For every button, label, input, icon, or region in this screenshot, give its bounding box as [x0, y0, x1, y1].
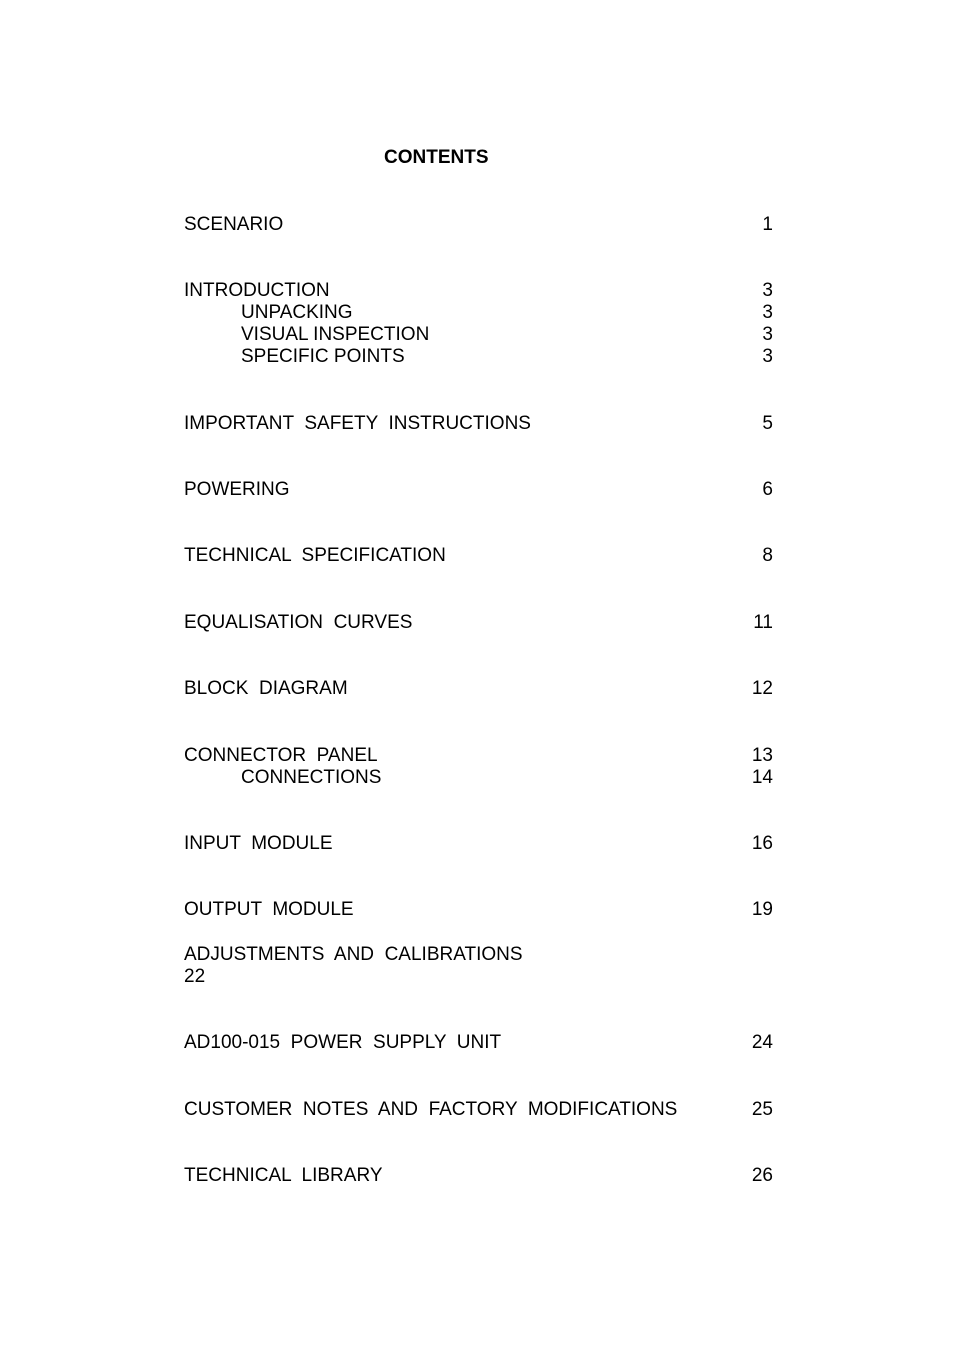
toc-entry-equalisation-curves: [184, 612, 773, 634]
toc-entry-label: UNPACKING: [241, 302, 353, 323]
toc-entry-scenario: [184, 214, 773, 236]
toc-entry-page: 3: [762, 280, 773, 301]
toc-entry-label: CONNECTOR PANEL: [184, 745, 378, 766]
toc-entry-page: 13: [751, 745, 773, 766]
toc-entry-page: 3: [762, 346, 773, 367]
toc-subentry-unpacking: [241, 302, 773, 324]
toc-entry-connector-panel: [184, 745, 773, 767]
toc-entry-page: 14: [751, 767, 773, 788]
toc-entry-page: 8: [762, 545, 773, 566]
toc-entry-adjustments-label: ADJUSTMENTS AND CALIBRATIONS: [184, 944, 523, 965]
toc-entry-page: 11: [753, 612, 773, 633]
toc-entry-power-supply-unit: [184, 1032, 773, 1054]
toc-entry-page: 3: [762, 324, 773, 345]
toc-entry-safety-instructions: [184, 413, 773, 435]
toc-entry-page: 24: [751, 1032, 773, 1053]
page-title: CONTENTS: [384, 147, 489, 168]
toc-entry-label: POWERING: [184, 479, 290, 500]
toc-entry-technical-specification: [184, 545, 773, 567]
toc-entry-page: 25: [751, 1099, 773, 1120]
toc-entry-page: 6: [762, 479, 773, 500]
toc-entry-powering: [184, 479, 773, 501]
toc-entry-page: 12: [751, 678, 773, 699]
toc-entry-introduction: [184, 280, 773, 302]
toc-entry-page: 3: [762, 302, 773, 323]
toc-subentry-visual-inspection: [241, 324, 773, 346]
toc-entry-label: AD100-015 POWER SUPPLY UNIT: [184, 1032, 502, 1053]
toc-entry-label: TECHNICAL LIBRARY: [184, 1165, 383, 1186]
toc-entry-page: 1: [762, 214, 773, 235]
toc-entry-technical-library: [184, 1165, 773, 1187]
toc-entry-label: EQUALISATION CURVES: [184, 612, 413, 633]
toc-subentry-connections: [241, 767, 773, 789]
toc-entry-label: CUSTOMER NOTES AND FACTORY MODIFICATIONS: [184, 1099, 678, 1120]
toc-entry-label: SCENARIO: [184, 214, 284, 235]
toc-entry-page: 16: [751, 833, 773, 854]
toc-entry-label: IMPORTANT SAFETY INSTRUCTIONS: [184, 413, 531, 434]
toc-entry-label: BLOCK DIAGRAM: [184, 678, 348, 699]
toc-entry-output-module: [184, 899, 773, 921]
toc-entry-block-diagram: [184, 678, 773, 700]
toc-entry-adjustments-page: 22: [184, 966, 206, 987]
toc-entry-label: INPUT MODULE: [184, 833, 333, 854]
toc-entry-label: CONNECTIONS: [241, 767, 382, 788]
toc-entry-page: 5: [762, 413, 773, 434]
toc-entry-label: INTRODUCTION: [184, 280, 330, 301]
toc-entry-label: SPECIFIC POINTS: [241, 346, 405, 367]
toc-entry-label: OUTPUT MODULE: [184, 899, 354, 920]
toc-entry-customer-notes: [184, 1099, 773, 1121]
toc-entry-input-module: [184, 833, 773, 855]
toc-entry-label: VISUAL INSPECTION: [241, 324, 430, 345]
toc-entry-label: TECHNICAL SPECIFICATION: [184, 545, 446, 566]
toc-subentry-specific-points: [241, 346, 773, 368]
toc-entry-page: 26: [751, 1165, 773, 1186]
toc-entry-page: 19: [751, 899, 773, 920]
